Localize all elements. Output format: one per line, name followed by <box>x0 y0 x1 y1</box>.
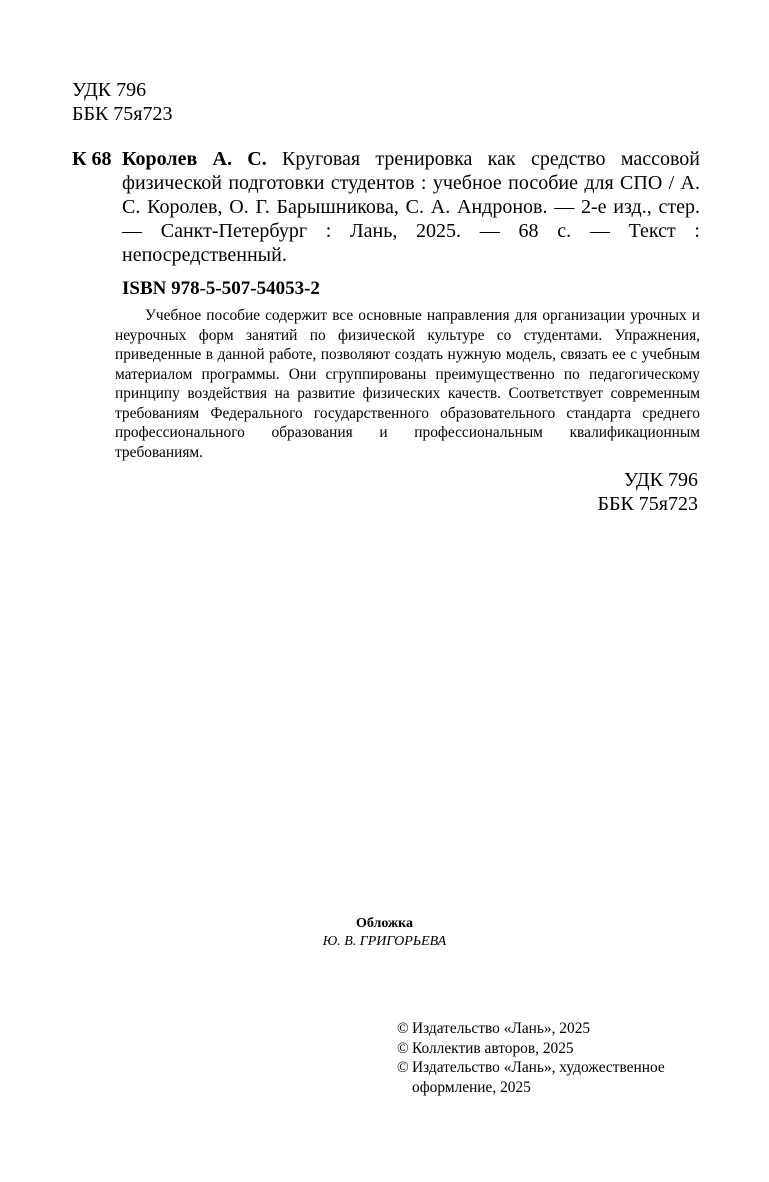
bbk-code-bottom: ББК 75я723 <box>597 493 698 515</box>
copyright-line <box>397 1039 707 1059</box>
author-name: Королев А. С. <box>122 148 267 170</box>
bibliographic-description <box>122 147 700 267</box>
bbk-code: ББК 75я723 <box>72 103 173 125</box>
cover-credit <box>0 915 769 951</box>
copyright-symbol: © <box>397 1059 409 1076</box>
isbn: ISBN 978-5-507-54053-2 <box>122 278 320 299</box>
cover-credit-title: Обложка <box>355 916 414 931</box>
copyright-symbol: © <box>397 1039 409 1057</box>
copyright-publisher: Издательство «Лань», 2025 <box>412 1020 591 1037</box>
classification-codes-top <box>72 78 173 126</box>
annotation: Учебное пособие содержит все основные направления для организации урочных и неурочных форм занятий по физической культуре со студентами. Упражнения, приведенные в данной работе, позволяют создать нужную модель, связать ее с учебным материалом программы. Они сгруппированы преимущественно по педагогическому принципу воздействия на развитие физических качеств. Соответствует современным требованиям Федерального государственного образовательного стандарта среднего профессионального образования и профессиональным квалификационным требованиям. <box>115 307 700 461</box>
copyright-symbol: © <box>397 1020 409 1037</box>
copyright-line <box>397 1058 707 1078</box>
description-text: Круговая тренировка как средство массовой физической подготовки студентов : учебное пособие для СПО / А. С. Королев, О. Г. Барышникова, С. А. Андронов. — 2-е изд., стер. — Санкт-Петербург : Лань, 2025. — 68 с. — Текст : непосредственный. <box>122 148 701 266</box>
copyright-authors: Коллектив авторов, 2025 <box>412 1039 574 1057</box>
copyright-line <box>397 1019 707 1039</box>
cover-credit-author: Ю. В. ГРИГОРЬЕВА <box>322 934 447 949</box>
classification-codes-bottom <box>597 468 698 516</box>
author-sign: К 68 <box>72 148 112 170</box>
copyright-design-continued: оформление, 2025 <box>412 1078 531 1096</box>
copyright-design: Издательство «Лань», художественное <box>412 1059 665 1076</box>
bibliographic-record <box>72 147 700 267</box>
udk-code-bottom: УДК 796 <box>623 469 698 491</box>
copyright-block <box>397 1019 707 1097</box>
udk-code: УДК 796 <box>72 79 147 101</box>
